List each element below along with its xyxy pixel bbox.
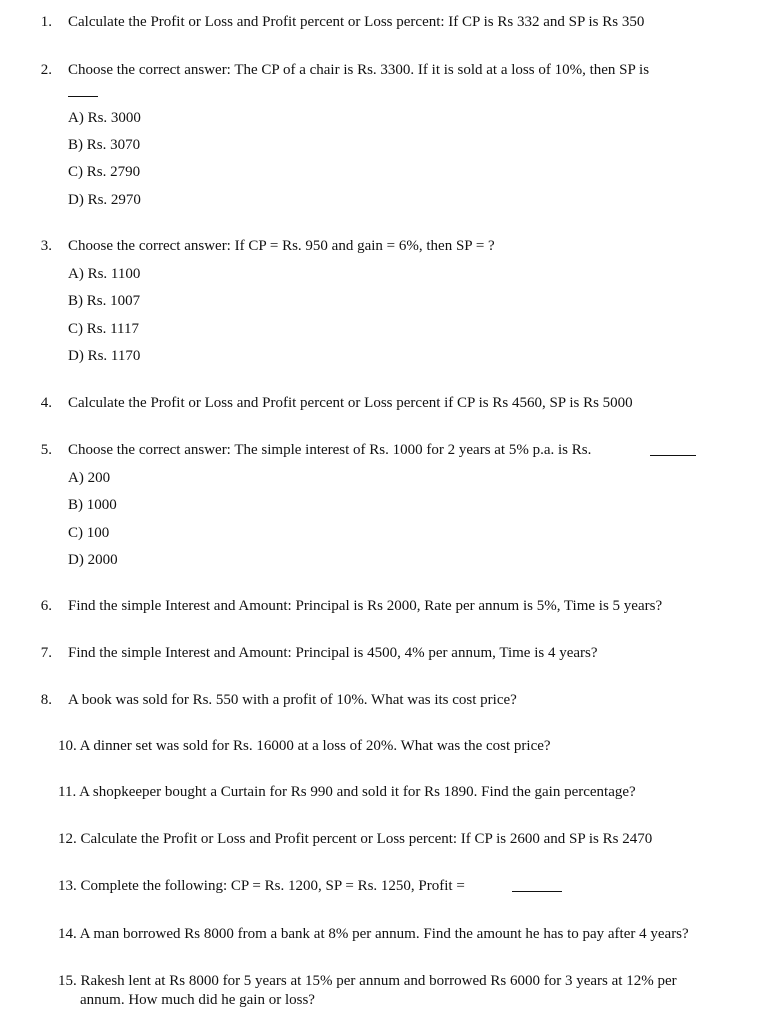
option-d: D) Rs. 2970 [68, 192, 141, 208]
question-number: 8. [40, 692, 52, 708]
option-c: C) 100 [68, 525, 110, 541]
question-number: 7. [40, 645, 52, 661]
option-b: B) 1000 [68, 497, 117, 513]
question-text: 12. Calculate the Profit or Loss and Profit percent or Loss percent: If CP is 2600 and SP is Rs 2470 [58, 831, 653, 847]
question-text: Find the simple Interest and Amount: Principal is Rs 2000, Rate per annum is 5%, Time is 5 years? [68, 598, 663, 614]
question-text: 14. A man borrowed Rs 8000 from a bank at 8% per annum. Find the amount he has to pay after 4 years? [58, 926, 689, 942]
question-text: Choose the correct answer: The CP of a chair is Rs. 3300. If it is sold at a loss of 10%, then SP is [68, 62, 650, 78]
option-d: D) Rs. 1170 [68, 348, 141, 364]
option-d: D) 2000 [68, 552, 118, 568]
question-text: Choose the correct answer: If CP = Rs. 950 and gain = 6%, then SP = ? [68, 238, 495, 254]
question-text: Choose the correct answer: The simple interest of Rs. 1000 for 2 years at 5% p.a. is Rs. [68, 442, 592, 458]
question-text: 11. A shopkeeper bought a Curtain for Rs 990 and sold it for Rs 1890. Find the gain percentage? [58, 784, 636, 800]
question-text: Calculate the Profit or Loss and Profit percent or Loss percent: If CP is Rs 332 and SP is Rs 350 [68, 14, 645, 30]
question-text: A book was sold for Rs. 550 with a profit of 10%. What was its cost price? [68, 692, 517, 708]
option-b: B) Rs. 1007 [68, 293, 141, 309]
option-a: A) Rs. 1100 [68, 266, 141, 282]
question-number: 6. [40, 598, 52, 614]
question-text: 13. Complete the following: CP = Rs. 1200, SP = Rs. 1250, Profit = [58, 878, 465, 894]
blank-line [650, 443, 696, 456]
question-text: Find the simple Interest and Amount: Principal is 4500, 4% per annum, Time is 4 years? [68, 645, 598, 661]
option-a: A) Rs. 3000 [68, 110, 141, 126]
question-number: 3. [40, 238, 52, 254]
option-c: C) Rs. 1117 [68, 321, 139, 337]
question-number: 5. [40, 442, 52, 458]
question-number: 2. [40, 62, 52, 78]
question-number: 4. [40, 395, 52, 411]
option-b: B) Rs. 3070 [68, 137, 141, 153]
question-text: 10. A dinner set was sold for Rs. 16000 at a loss of 20%. What was the cost price? [58, 738, 551, 754]
question-text: Calculate the Profit or Loss and Profit percent or Loss percent if CP is Rs 4560, SP is Rs 5000 [68, 395, 633, 411]
blank-line [512, 879, 562, 892]
question-text-line-1: 15. Rakesh lent at Rs 8000 for 5 years at 15% per annum and borrowed Rs 6000 for 3 years at 12% per [58, 973, 677, 989]
option-a: A) 200 [68, 470, 111, 486]
blank-line [68, 84, 98, 97]
option-c: C) Rs. 2790 [68, 164, 141, 180]
question-text-line-2: annum. How much did he gain or loss? [80, 992, 315, 1008]
question-number: 1. [40, 14, 52, 30]
